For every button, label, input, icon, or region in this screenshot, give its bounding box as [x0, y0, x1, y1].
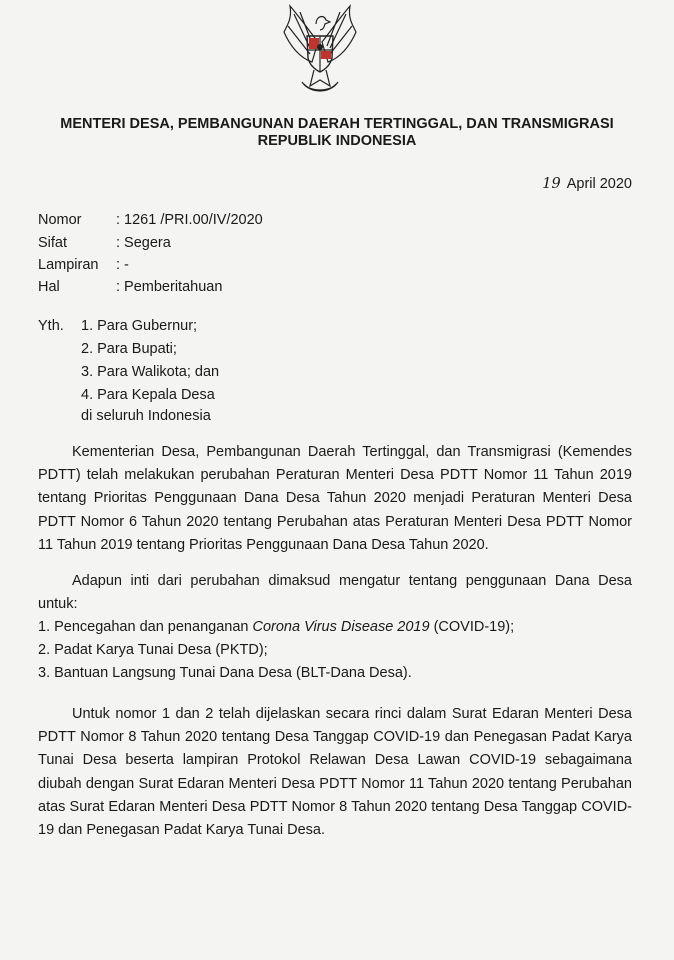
republic-title: REPUBLIK INDONESIA — [257, 133, 417, 149]
paragraph-text: Kementerian Desa, Pembangunan Daerah Tertinggal, dan Transmigrasi (Kemendes PDTT) telah melakukan perubahan Peraturan Menteri Desa PDTT Nomor 11 Tahun 2019 tentang Prioritas Penggunaan Dana Desa Tahun 2020 menjadi Peraturan Menteri Desa PDTT Nomor 6 Tahun 2020 tentang Perubahan atas Peraturan Menteri Desa PDTT Nomor 11 Tahun 2019 tentang Prioritas Penggunaan Dana Desa Tahun 2020. — [38, 444, 632, 553]
usage-list-item-3: 3. Bantuan Langsung Tunai Dana Desa (BLT-Dana Desa). — [38, 665, 412, 681]
meta-row-hal — [38, 279, 222, 295]
list-item-text: (COVID-19); — [429, 619, 515, 635]
recipient-item: 1. Para Gubernur; — [81, 318, 198, 334]
list-item-text: 1. Pencegahan dan penanganan — [38, 619, 253, 635]
meta-value: : Pemberitahuan — [116, 279, 223, 295]
usage-list-item-2: 2. Padat Karya Tunai Desa (PKTD); — [38, 642, 268, 658]
recipient-item: 3. Para Walikota; dan — [81, 364, 220, 380]
meta-row-nomor — [38, 212, 263, 228]
paragraph-text: Adapun inti dari perubahan dimaksud mengatur tentang penggunaan Dana Desa untuk: — [38, 573, 632, 613]
meta-value: : - — [116, 257, 129, 273]
date-month-year: April 2020 — [566, 176, 632, 192]
garuda-pancasila-emblem-icon — [280, 2, 360, 100]
meta-label: Sifat — [38, 235, 68, 251]
meta-label: Nomor — [38, 212, 82, 228]
list-item-italic: Corona Virus Disease 2019 — [252, 619, 430, 635]
paragraph-text: Untuk nomor 1 dan 2 telah dijelaskan secara rinci dalam Surat Edaran Menteri Desa PDTT Nomor 8 Tahun 2020 tentang Desa Tanggap COVID-19 dan Penegasan Padat Karya Tunai Desa beserta lampiran Protokol Relawan Desa Lawan COVID-19 sebagaimana diubah dengan Surat Edaran Menteri Desa PDTT Nomor 11 Tahun 2020 tentang Perubahan atas Surat Edaran Menteri Desa PDTT Nomor 8 Tahun 2020 tentang Desa Tanggap COVID-19 dan Penegasan Padat Karya Tunai Desa. — [38, 706, 632, 839]
body-paragraph-2 — [38, 570, 632, 616]
meta-value: : Segera — [116, 235, 171, 251]
recipient-item: 2. Para Bupati; — [81, 341, 177, 357]
letter-date — [542, 176, 632, 192]
recipient-scope: di seluruh Indonesia — [81, 408, 211, 424]
meta-label: Hal — [38, 279, 60, 295]
usage-list-item-1 — [38, 619, 514, 635]
recipient-item: 4. Para Kepala Desa — [81, 387, 215, 403]
date-day: 19 — [542, 176, 561, 192]
ministry-title: MENTERI DESA, PEMBANGUNAN DAERAH TERTINGGAL, DAN TRANSMIGRASI — [60, 116, 614, 132]
meta-value: : 1261 /PRI.00/IV/2020 — [116, 212, 263, 228]
meta-row-lampiran — [38, 257, 129, 273]
body-paragraph-1 — [38, 441, 632, 557]
meta-row-sifat — [38, 235, 171, 251]
body-paragraph-3 — [38, 703, 632, 842]
recipient-prefix: Yth. — [38, 318, 64, 334]
meta-label: Lampiran — [38, 257, 99, 273]
